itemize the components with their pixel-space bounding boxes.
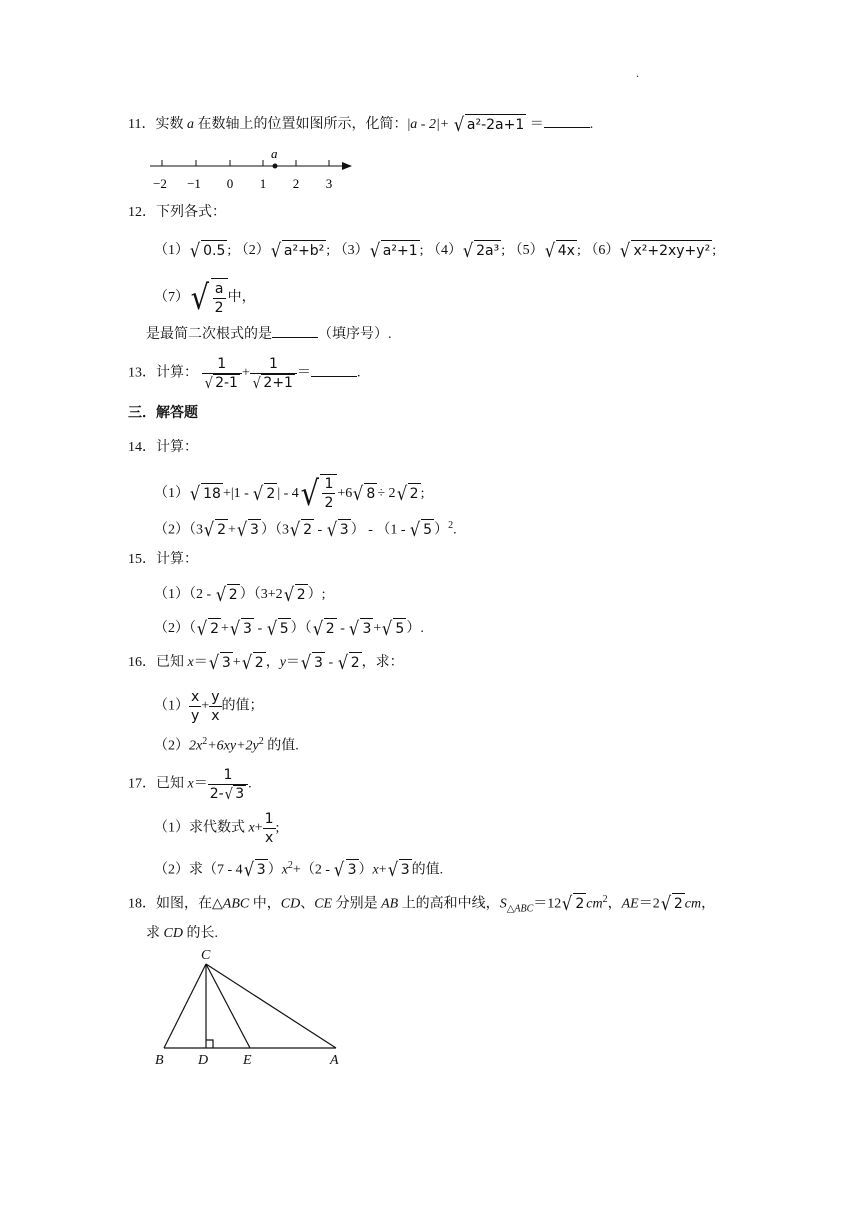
question-16-stem: 16．已知 x＝ √ 3 + √ 2 ，y＝ √ 3 - √ 2 ，求： xyxy=(128,652,404,674)
question-15-part1: （1）（2 - √ 2 ）（3+2 √ 2 ）; xyxy=(154,584,326,606)
svg-text:0: 0 xyxy=(226,176,234,191)
svg-text:3: 3 xyxy=(325,176,333,191)
question-17-stem: 17．已知 x＝ 1 2- √ 3 . xyxy=(128,767,252,803)
question-11: 11．实数 a 在数轴上的位置如图所示，化简：|a - 2|+ √ a²-2a+1 ＝ . xyxy=(128,114,594,136)
answer-blank xyxy=(544,115,590,128)
vertex-c-label: C xyxy=(201,948,211,963)
question-12-item7: （7） √ $\frac{a}{2}$ 中， xyxy=(154,278,256,318)
question-17-part1: （1）求代数式 x+ $\frac{1}{x}$ ; xyxy=(154,811,280,846)
triangle-figure xyxy=(150,944,360,1068)
svg-text:2: 2 xyxy=(292,176,300,191)
point-d-label: D xyxy=(198,1053,209,1068)
question-17-part2: （2）求（7 - 4 √ 3 ）$x^2+(2$ - √ 3 ）x+ √ 3 的值. xyxy=(154,859,444,882)
corner-mark: . xyxy=(636,66,639,80)
question-15-stem: 15．计算： xyxy=(128,552,198,567)
question-14-part1: （1） √ 18 +|1 - √ 2 | - 4 √ $\frac{1}{2}$ +6 √ 8 ÷ 2 √ 2 ; xyxy=(154,474,425,514)
vertex-a-label: A xyxy=(330,1053,339,1068)
svg-text:1: 1 xyxy=(259,176,267,191)
question-16-part2: $(2)2x^2+6xy+2y^2$ 的值. xyxy=(154,736,299,754)
svg-text:−1: −1 xyxy=(187,176,201,191)
point-a-label: a xyxy=(271,146,278,161)
question-14-part2: （2）（3 √ 2 + √ 3 ）（3 √ 2 - √ 3 ） - （1 - √ 5 ）$^2$. xyxy=(154,519,457,542)
radical: √ a²-2a+1 xyxy=(453,114,525,136)
question-13: 13．计算： 1 √ 2-1 + 1 √ 2+1 ＝ . xyxy=(128,356,361,392)
question-12-tail: 是最简二次根式的是 （填序号）. xyxy=(146,327,392,342)
vertex-b-label: B xyxy=(155,1053,164,1068)
question-18-line1: 18．如图，在△ABC 中，CD、CE 分别是 AB 上的高和中线，$S_{\triangle ABC}=12$ √ 2 $cm^2$，AE＝2 √ 2 cm， xyxy=(128,893,716,916)
question-12-items: （1） √ 0.5 ; （2） √ a²+b² ; （3） √ a²+1 ; （4） √ 2a³ ; （5） √ 4x ; （6） √ x²+2xy+y² ; xyxy=(154,240,717,262)
question-16-part1: （1） $\frac{x}{y}$ + $\frac{y}{x}$ 的值； xyxy=(154,689,264,724)
point-e-label: E xyxy=(243,1053,252,1068)
svg-text:−2: −2 xyxy=(153,176,167,191)
number-line xyxy=(146,146,366,192)
question-18-line2: 求 CD 的长. xyxy=(146,926,218,941)
question-12-stem: 12．下列各式： xyxy=(128,205,226,220)
question-14-stem: 14．计算： xyxy=(128,440,198,455)
question-15-part2: （2）（ √ 2 + √ 3 - √ 5 ）（ √ 2 - √ 3 + √ 5 ）. xyxy=(154,618,424,640)
section-title: 三．解答题 xyxy=(128,406,198,421)
